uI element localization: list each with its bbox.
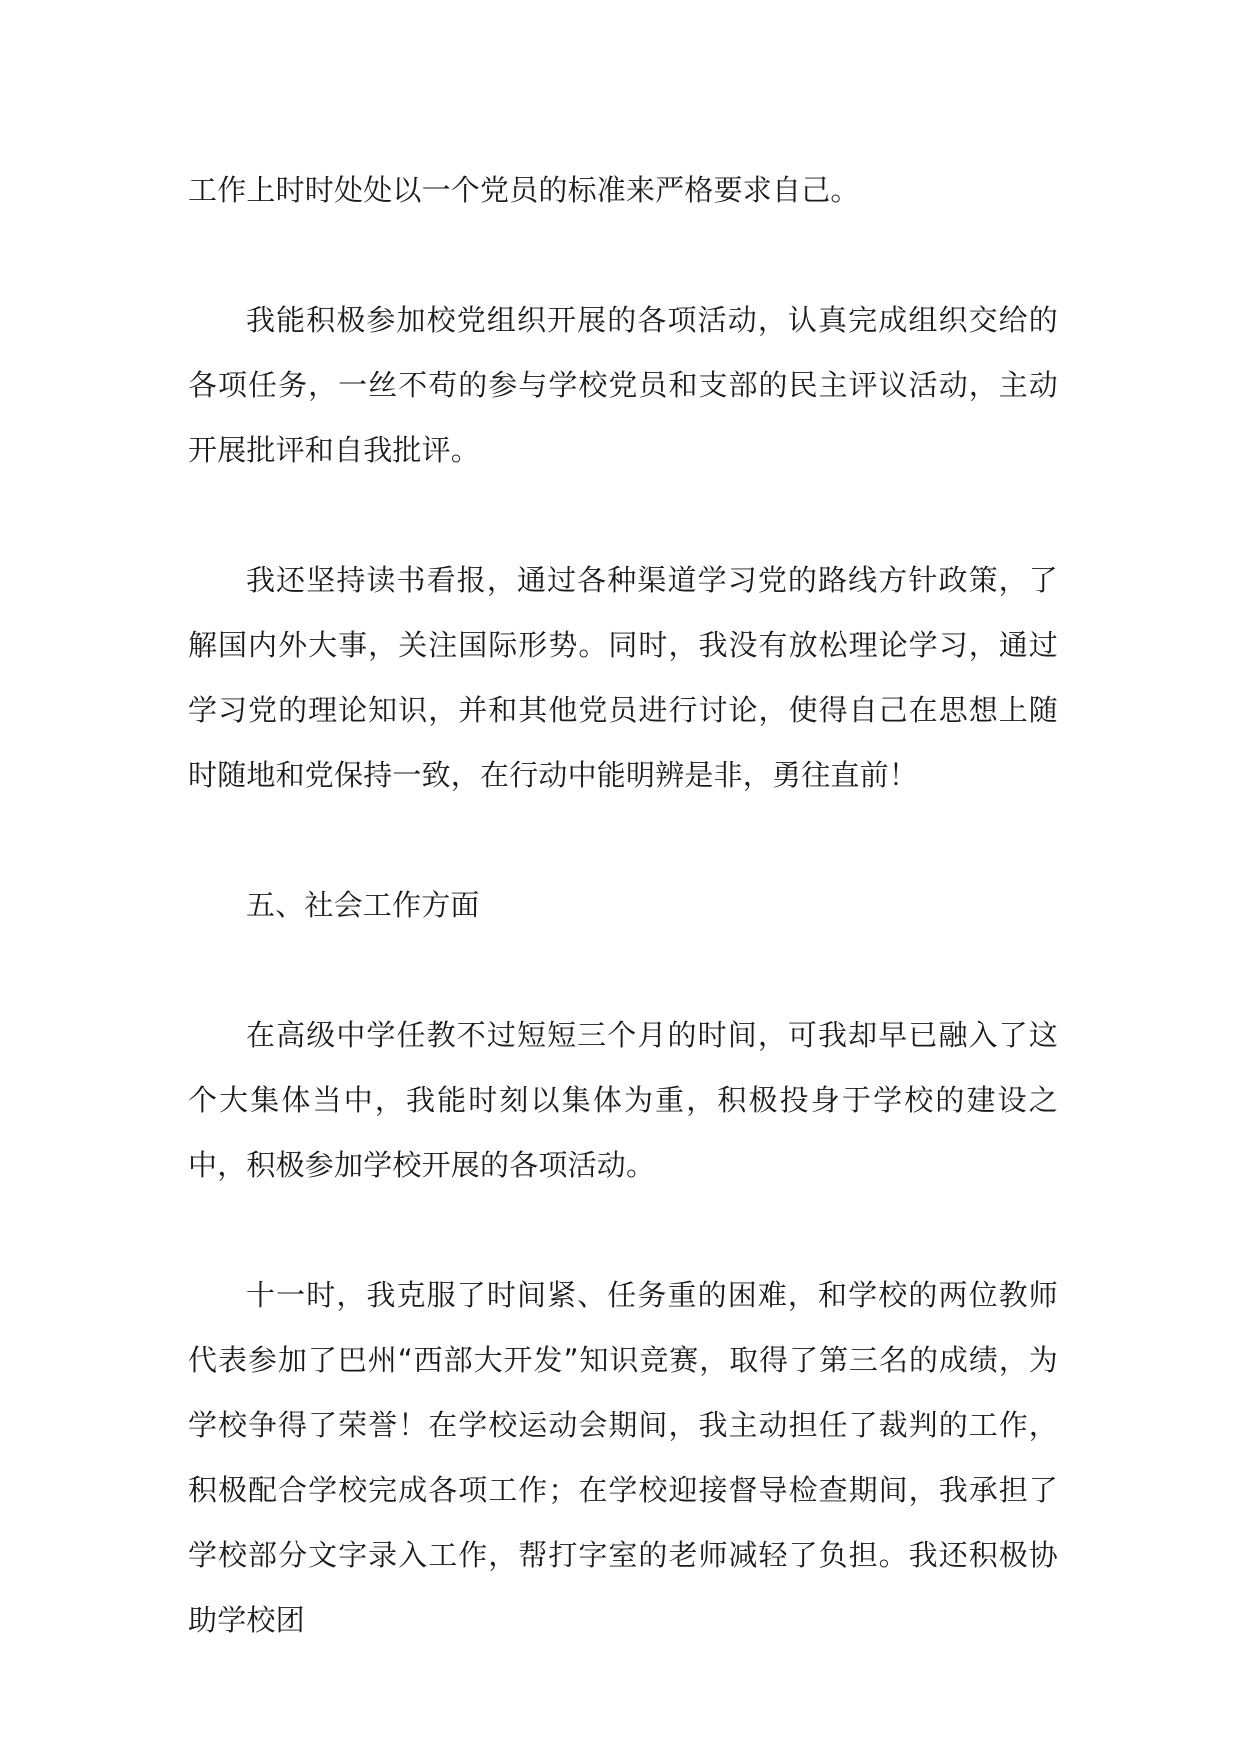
paragraph-party-activities: 我能积极参加校党组织开展的各项活动，认真完成组织交给的各项任务，一丝不苟的参与学校党员和支部的民主评议活动，主动开展批评和自我批评。	[188, 303, 1058, 467]
paragraph-continuation: 工作上时时处处以一个党员的标准来严格要求自己。	[188, 173, 860, 207]
section-heading-social-work: 五、社会工作方面	[246, 888, 480, 922]
paragraph-study: 我还坚持读书看报，通过各种渠道学习党的路线方针政策，了解国内外大事，关注国际形势。同时，我没有放松理论学习，通过学习党的理论知识，并和其他党员进行讨论，使得自己在思想上随时随地和党保持一致，在行动中能明辨是非，勇往直前！	[188, 563, 1058, 792]
paragraph-contributions: 十一时，我克服了时间紧、任务重的困难，和学校的两位教师代表参加了巴州“西部大开发”知识竞赛，取得了第三名的成绩，为学校争得了荣誉！在学校运动会期间，我主动担任了裁判的工作，积极配合学校完成各项工作；在学校迎接督导检查期间，我承担了学校部分文字录入工作，帮打字室的老师减轻了负担。我还积极协助学校团	[188, 1278, 1058, 1637]
document-body	[188, 158, 1058, 1718]
paragraph-collective: 在高级中学任教不过短短三个月的时间，可我却早已融入了这个大集体当中，我能时刻以集体为重，积极投身于学校的建设之中，积极参加学校开展的各项活动。	[188, 1018, 1058, 1182]
